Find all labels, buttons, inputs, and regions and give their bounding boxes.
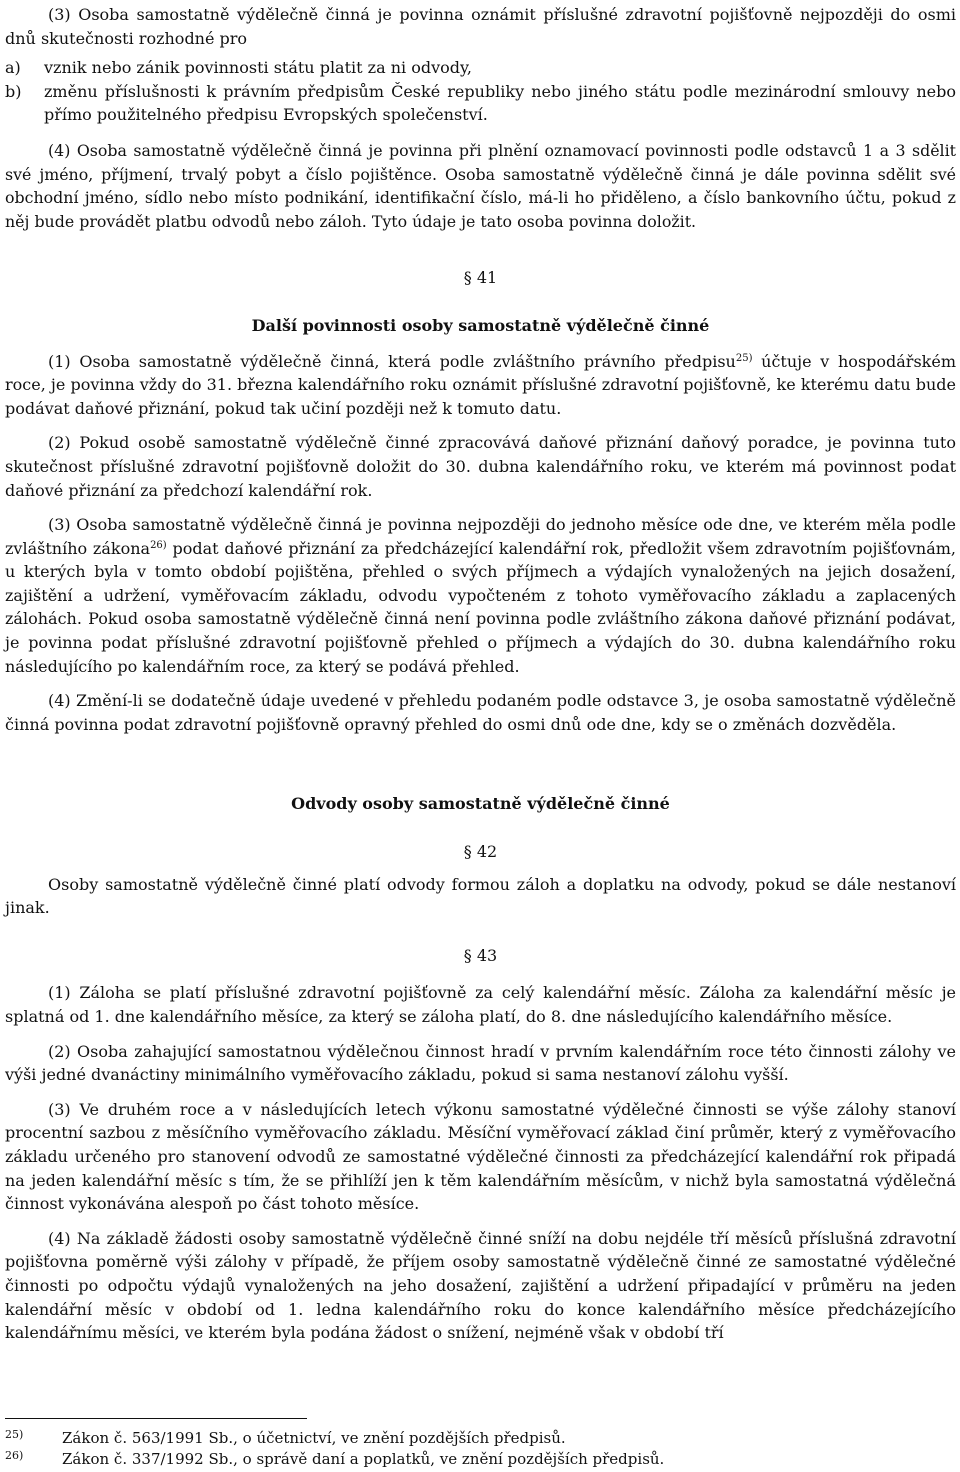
footnote-26	[5, 1449, 664, 1469]
document-page	[5, 3, 956, 1345]
footnote-ref-25: 25)	[735, 352, 753, 364]
s43-paragraph-3: (3) Ve druhém roce a v následujících letech výkonu samostatné výdělečné činnosti se výše zálohy stanoví procentní sazbou z měsíčního vyměřovacího základu. Měsíční vyměřovací základ činí průměr, který z vyměřovacího základu určeného pro stanovení odvodů ze samostatné výdělečné činnosti za předcházející kalendářní rok připadá na jeden kalendářní měsíc s tím, že se přihlíží jen k těm kalendářním měsícům, v nichž byla samostatná výdělečná činnost vykonávána alespoň po část tohoto měsíce.	[5, 1099, 956, 1214]
footnote-text: Zákon č. 563/1991 Sb., o účetnictví, ve znění pozdějších předpisů.	[62, 1429, 566, 1447]
s43-paragraph-2: (2) Osoba zahajující samostatnou výdělečnou činnost hradí v prvním kalendářním roce této činnosti zálohy ve výši jedné dvanáctiny minimálního vyměřovacího základu, pokud si sama nestanoví zálohu vyšší.	[5, 1041, 956, 1085]
s41-p3-text-b: podat daňové přiznání za předcházející kalendářní rok, předložit všem zdravotním pojišťovnám, u kterých byla v tomto období pojištěna, přehled o svých příjmech a výdajích vynaložených na jejich dosažení, zajištění a udržení, vyměřovacím základu, odvodu vypočteném z tohoto vyměřovacího základu a zaplacených zálohách. Pokud osoba samostatně výdělečně činná není povinna podle zvláštního zákona daňové přiznání podávat, je povinna podat příslušné zdravotní pojišťovně přehled o příjmech a výdajích do 30. dubna kalendářního roku následujícího po kalendářním roce, za který se podává přehled.	[5, 538, 956, 676]
list-marker: b)	[5, 81, 22, 101]
s41-p3-text-a: (3) Osoba samostatně výdělečně činná je povinna nejpozději do jednoho měsíce ode dne, ve kterém měla podle zvláštního zákona	[5, 515, 956, 558]
s41-paragraph-3	[5, 513, 956, 678]
list-marker: a)	[5, 58, 21, 78]
footnote-text: Zákon č. 337/1992 Sb., o správě daní a poplatků, ve znění pozdějších předpisů.	[62, 1450, 665, 1468]
list-item	[5, 80, 956, 127]
s43-paragraph-1: (1) Záloha se platí příslušné zdravotní pojišťovně za celý kalendářní měsíc. Záloha za kalendářní měsíc je splatná od 1. dne kalendářního měsíce, za který se záloha platí, do 8. dne následujícího kalendářního měsíce.	[5, 983, 956, 1026]
section-number-42: § 42	[463, 842, 498, 862]
list-text: vznik nebo zánik povinnosti státu platit za ni odvody,	[44, 58, 473, 78]
paragraph-3-prev: (3) Osoba samostatně výdělečně činná je povinna oznámit příslušné zdravotní pojišťovně nejpozději do osmi dnů skutečnosti rozhodné pro	[5, 5, 956, 48]
footnote-ref-26: 26)	[150, 539, 167, 551]
footnote-number: 26)	[5, 1449, 24, 1462]
s42-paragraph: Osoby samostatně výdělečně činné platí odvody formou záloh a doplatku na odvody, pokud se dále nestanoví jinak.	[5, 874, 956, 918]
list-prev	[5, 56, 956, 127]
section-number-41: § 41	[463, 268, 498, 288]
section-number-43: § 43	[463, 945, 498, 965]
section-title-41: Další povinnosti osoby samostatně výdělečně činné	[251, 315, 710, 335]
s43-paragraph-4: (4) Na základě žádosti osoby samostatně výdělečně činné sníží na dobu nejdéle tří měsíců příslušná zdravotní pojišťovna poměrně výši zálohy v případě, že příjem osoby samostatně výdělečně činné ze samostatné výdělečné činnosti po odpočtu výdajů vynaložených na jeho dosažení, zajištění a udržení připadající v průměru na jeden kalendářní měsíc v období od 1. ledna kalendářního roku do konce kalendářního měsíce předcházejícího kalendářnímu měsíci, ve kterém byla podána žádost o snížení, nejméně však v období tří	[5, 1228, 956, 1343]
part-title: Odvody osoby samostatně výdělečně činné	[291, 794, 670, 814]
s41-paragraph-1	[5, 350, 956, 421]
s41-paragraph-4: (4) Změní-li se dodatečně údaje uvedené v přehledu podaném podle odstavce 3, je osoba samostatně výdělečně činná povinna podat zdravotní pojišťovně opravný přehled do osmi dnů ode dne, kdy se o změnách dozvěděla.	[5, 691, 956, 734]
paragraph-4-prev: (4) Osoba samostatně výdělečně činná je povinna při plnění oznamovací povinnosti podle odstavců 1 a 3 sdělit své jméno, příjmení, trvalý pobyt a číslo pojištěnce. Osoba samostatně výdělečně činná je dále povinna sdělit své obchodní jméno, sídlo nebo místo podnikání, identifikační číslo, má-li ho přiděleno, a číslo bankovního účtu, pokud z něj bude provádět platbu odvodů nebo záloh. Tyto údaje je tato osoba povinna doložit.	[5, 140, 956, 231]
list-text: změnu příslušnosti k právním předpisům České republiky nebo jiného státu podle mezinárodní smlouvy nebo přímo použitelného předpisu Evropských společenství.	[44, 81, 956, 125]
s41-paragraph-2: (2) Pokud osobě samostatně výdělečně činné zpracovává daňové přiznání daňový poradce, je povinna tuto skutečnost příslušné zdravotní pojišťovně doložit do 30. dubna kalendářního roku, ve kterém má povinnost podat daňové přiznání za předchozí kalendářní rok.	[5, 433, 956, 500]
list-item	[5, 56, 956, 80]
footnote-25	[5, 1428, 566, 1448]
s41-p1-text-b: účtuje v hospodářském roce, je povinna vždy do 31. března kalendářního roku oznámit příslušné zdravotní pojišťovně, ke kterému datu bude podávat daňové přiznání, pokud tak učiní později než k tomuto datu.	[5, 351, 957, 418]
footnote-divider	[5, 1418, 307, 1419]
footnote-number: 25)	[5, 1428, 24, 1441]
s41-p1-text-a: (1) Osoba samostatně výdělečně činná, která podle zvláštního právního předpisu	[48, 351, 736, 371]
